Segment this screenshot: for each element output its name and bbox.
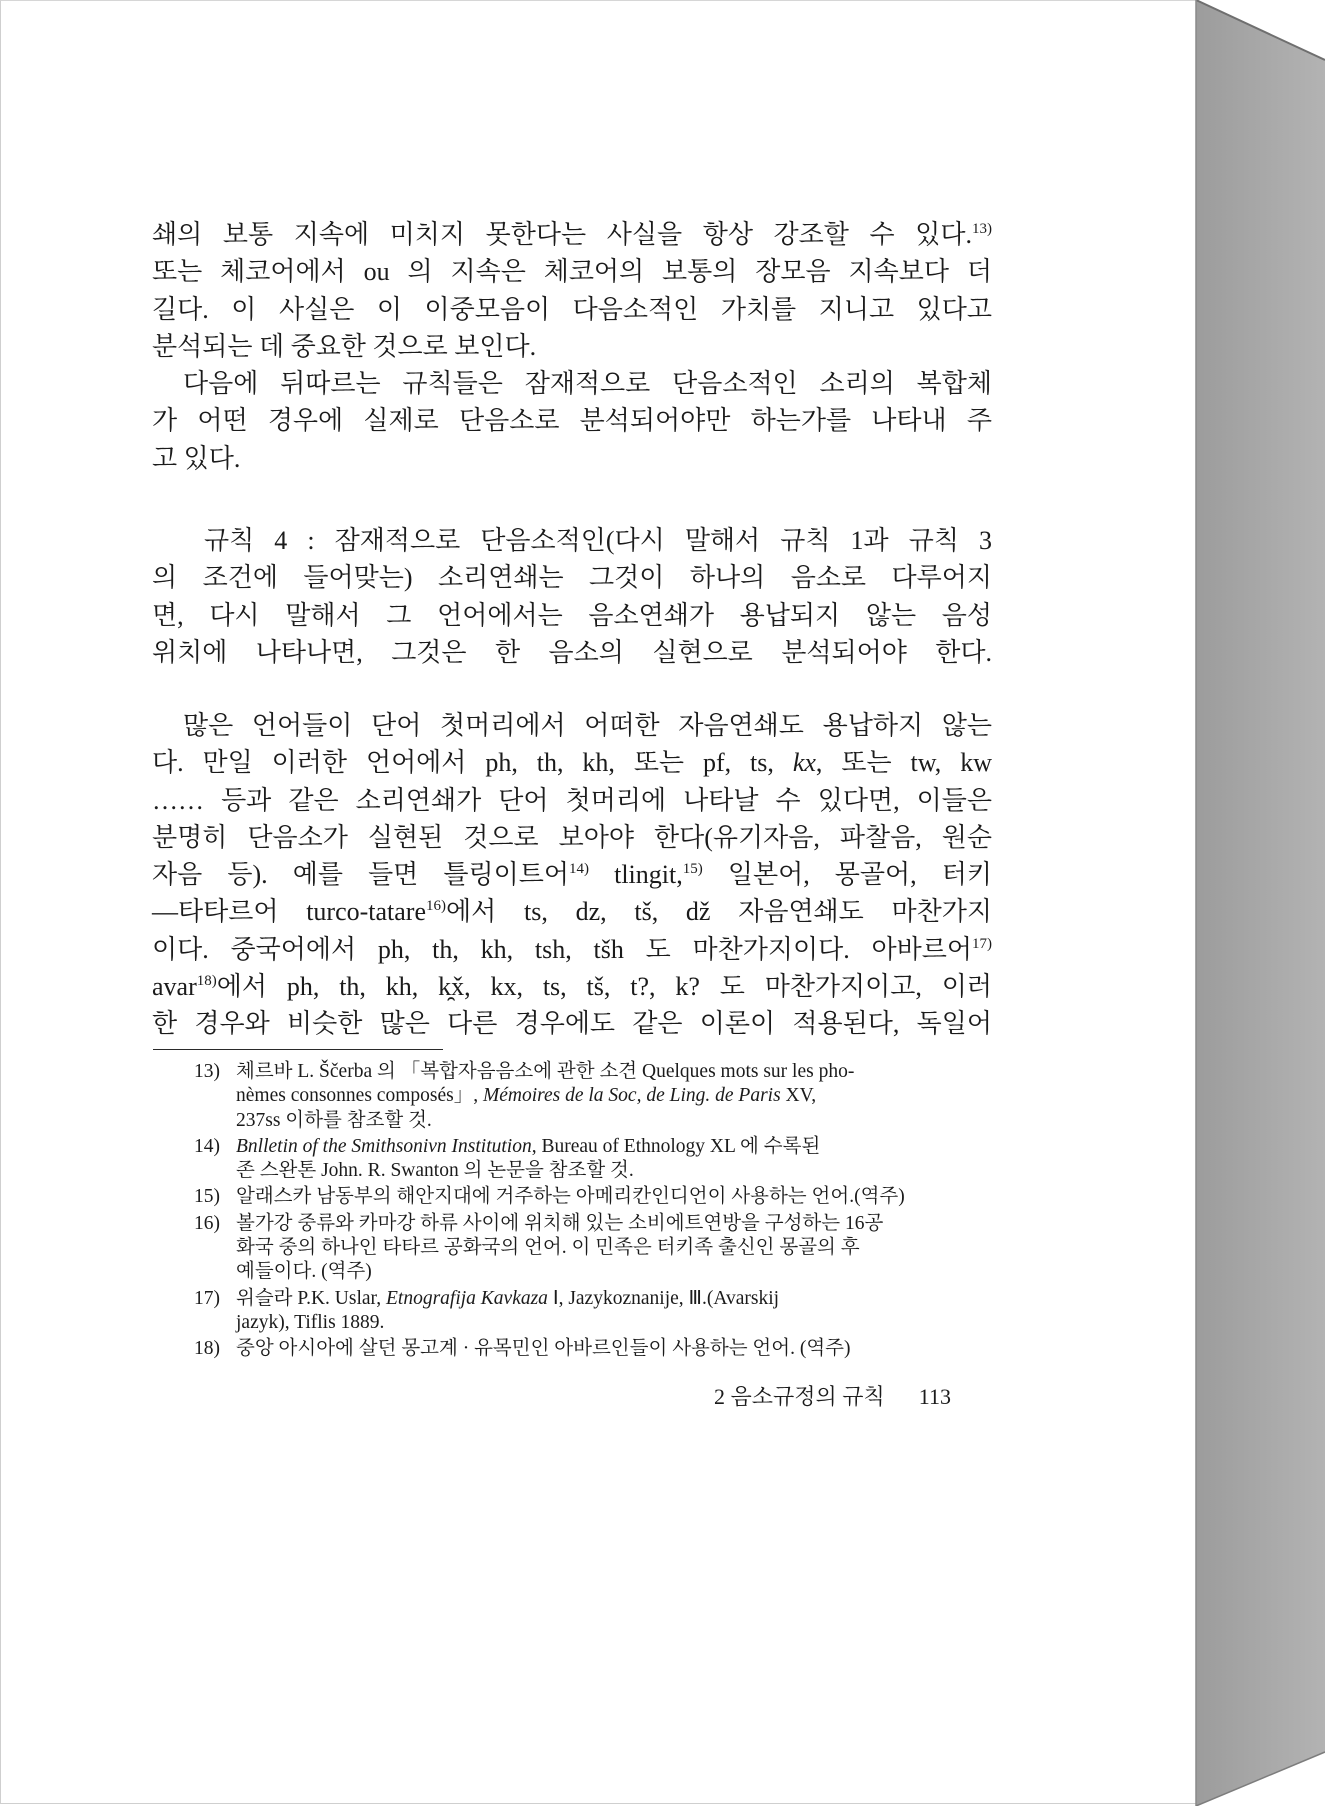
footnote-14 <box>194 1135 991 1184</box>
paragraph-2 <box>152 365 992 477</box>
footnote-number: 16) <box>194 1212 220 1234</box>
text-segment: 위슬라 P.K. Uslar, <box>236 1287 386 1309</box>
footnote-separator <box>153 1049 443 1050</box>
footnote-17 <box>194 1287 991 1336</box>
text-line <box>152 968 992 1005</box>
text-segment: —타타르어 turco-tatare <box>152 897 427 927</box>
footnote-line: jazyk), Tiflis 1889. <box>236 1311 385 1333</box>
footnote-line: 볼가강 중류와 카마강 하류 사이에 위치해 있는 소비에트연방을 구성하는 16공 <box>236 1212 884 1234</box>
footnote-ref-18: 18) <box>196 973 217 990</box>
text-segment: , 또는 tw, kw <box>815 748 992 778</box>
footnote-number: 15) <box>194 1186 220 1208</box>
text-line: 위치에 나타나면, 그것은 한 음소의 실현으로 분석되어야 한다. <box>152 637 992 667</box>
book-edge-face <box>1196 0 1325 1806</box>
footnote-ref-17: 17) <box>972 935 992 952</box>
text-segment: 자음 등). 예를 들면 틀링이트어 <box>152 860 569 890</box>
text-line <box>152 744 992 781</box>
text-segment: XV, <box>780 1085 817 1107</box>
paragraph-1 <box>152 216 992 365</box>
footnote-line: 화국 중의 하나인 타타르 공화국의 언어. 이 민족은 터키족 출신인 몽골의 후 <box>236 1237 860 1259</box>
text-line: 의 조건에 들어맞는) 소리연쇄는 그것이 하나의 음소로 다루어지 <box>152 563 992 593</box>
text-segment: 에서 ph, th, kh, k̯x̌, kx, ts, tš, t?, k? 도 마찬가지이고, 이러 <box>216 972 992 1002</box>
footnote-line <box>236 1287 991 1311</box>
text-line <box>152 856 992 893</box>
body-text-upper <box>152 216 992 477</box>
text-line: 길다. 이 사실은 이 이중모음이 다음소적인 가치를 지니고 있다고 <box>152 294 992 324</box>
footnote-line: 체르바 L. Ščerba 의 「복합자음음소에 관한 소견 Quelques mots sur les pho- <box>236 1061 855 1082</box>
page-number: 113 <box>918 1384 951 1409</box>
italic-text: kx <box>792 748 816 778</box>
footnote-18 <box>194 1337 991 1361</box>
text-segment: avar <box>152 972 197 1002</box>
text-segment: 다. 만일 이러한 언어에서 ph, th, kh, 또는 pf, ts, <box>152 748 793 778</box>
text-line <box>152 216 992 253</box>
text-segment: 일본어, 몽골어, 터키 <box>702 860 992 890</box>
footnote-line: 존 스완톤 John. R. Swanton 의 논문을 참조할 것. <box>236 1160 634 1182</box>
book-edge <box>1194 0 1325 1806</box>
italic-text: Etnografija Kavkaza <box>385 1287 548 1309</box>
text-segment: , Bureau of Ethnology XL 에 수록된 <box>531 1135 821 1157</box>
footnotes <box>194 1060 991 1364</box>
text-line: 규칙 4 : 잠재적으로 단음소적인(다시 말해서 규칙 1과 규칙 3 <box>204 526 992 555</box>
text-segment: 이다. 중국어에서 ph, th, kh, tsh, tšh 도 마찬가지이다. 아바르어 <box>152 934 972 964</box>
footnote-line: 중앙 아시아에 살던 몽고계 · 유목민인 아바르인들이 사용하는 언어. (역주) <box>236 1338 851 1360</box>
text-line <box>152 931 992 968</box>
footnote-line: 알래스카 남동부의 해안지대에 거주하는 아메리칸인디언이 사용하는 언어.(역주) <box>236 1186 905 1208</box>
rule-4-block <box>152 522 992 671</box>
text-line: 고 있다. <box>152 443 241 473</box>
footnote-13 <box>194 1060 991 1133</box>
running-footer <box>714 1383 984 1411</box>
text-segment: tlingit, <box>589 860 683 890</box>
text-line: 한 경우와 비슷한 많은 다른 경우에도 같은 이론이 적용된다, 독일어 <box>152 1009 992 1039</box>
text-line: 다음에 뒤따르는 규칙들은 잠재적으로 단음소적인 소리의 복합체 <box>183 369 992 399</box>
footnote-ref-13: 13) <box>972 221 992 237</box>
text-line: 분석되는 데 중요한 것으로 보인다. <box>152 331 537 361</box>
footnote-line: 예들이다. (역주) <box>236 1261 372 1283</box>
paragraph-3 <box>152 707 992 1043</box>
text-line: 또는 체코어에서 ou 의 지속은 체코어의 보통의 장모음 지속보다 더 <box>152 257 992 287</box>
text-line: 면, 다시 말해서 그 언어에서는 음소연쇄가 용납되지 않는 음성 <box>152 600 992 630</box>
chapter-title: 2 음소규정의 규칙 <box>714 1384 885 1409</box>
footnote-ref-15: 15) <box>682 861 703 878</box>
text-line: 가 어떤 경우에 실제로 단음소로 분석되어야만 하는가를 나타내 주 <box>152 406 992 436</box>
footnote-number: 18) <box>194 1338 220 1360</box>
text-segment: 에서 ts, dz, tš, dž 자음연쇄도 마찬가지 <box>446 897 992 927</box>
footnote-line <box>236 1084 991 1108</box>
text-segment: 쇄의 보통 지속에 미치지 못한다는 사실을 항상 강조할 수 있다. <box>152 220 972 249</box>
footnote-ref-14: 14) <box>569 861 589 878</box>
text-line <box>152 893 992 930</box>
footnote-16 <box>194 1212 991 1285</box>
footnote-ref-16: 16) <box>426 898 447 915</box>
footnote-number: 17) <box>194 1287 220 1309</box>
text-line: …… 등과 같은 소리연쇄가 단어 첫머리에 나타날 수 있다면, 이들은 <box>152 785 992 815</box>
footnote-15 <box>194 1185 991 1209</box>
italic-text: Bnlletin of the Smithsonivn Institution <box>236 1135 532 1157</box>
text-line: 많은 언어들이 단어 첫머리에서 어떠한 자음연쇄도 용납하지 않는 <box>183 711 992 740</box>
footnote-line <box>236 1135 991 1159</box>
text-segment: Ⅰ, Jazykoznanije, Ⅲ.(Avarskij <box>547 1287 780 1309</box>
footnote-number: 14) <box>194 1135 220 1157</box>
italic-text: Mémoires de la Soc, de Ling. de Paris <box>482 1085 781 1107</box>
text-line: 분명히 단음소가 실현된 것으로 보아야 한다(유기자음, 파찰음, 원순 <box>152 822 992 852</box>
footnote-number: 13) <box>194 1061 220 1082</box>
text-segment: nèmes consonnes composés」, <box>236 1085 483 1107</box>
footnote-line: 237ss 이하를 참조할 것. <box>236 1109 432 1131</box>
